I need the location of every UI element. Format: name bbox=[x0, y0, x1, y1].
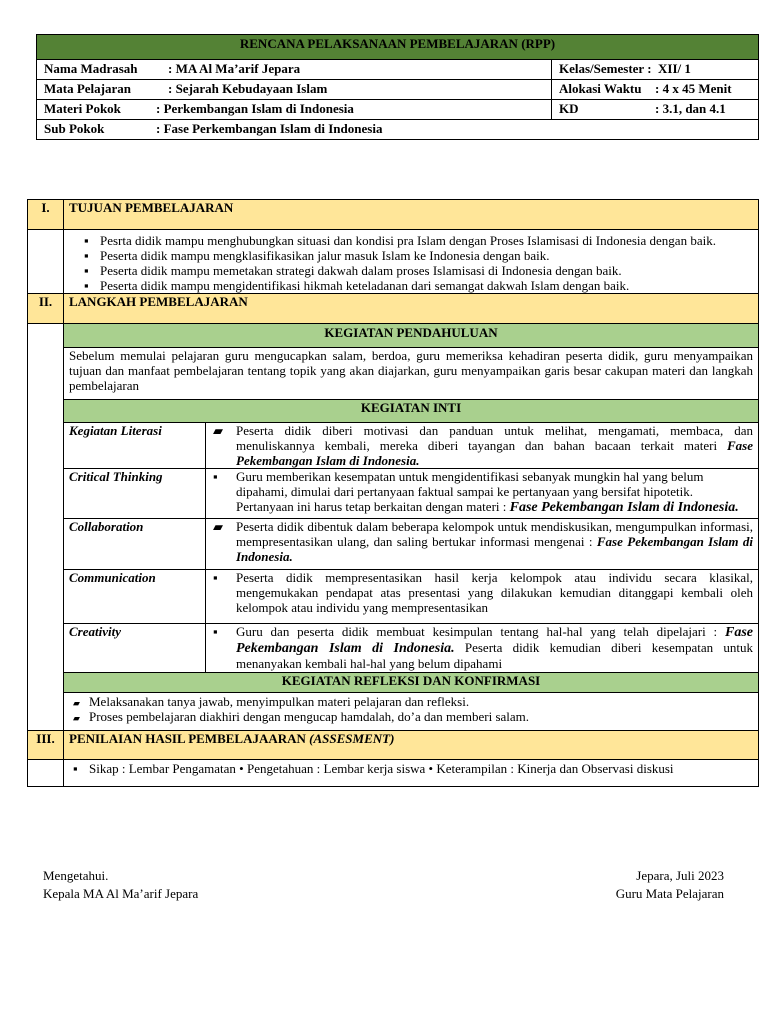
document-title: RENCANA PELAKSANAAN PEMBELAJARAN (RPP) bbox=[37, 35, 759, 60]
section-2-title: LANGKAH PEMBELAJARAN bbox=[64, 294, 759, 324]
sub-pokok-cell bbox=[37, 120, 759, 140]
arrow-bullet-icon: ▰ bbox=[213, 519, 223, 534]
footer-right bbox=[616, 867, 724, 903]
materi-pokok-value: : Perkembangan Islam di Indonesia bbox=[156, 101, 354, 116]
critical-desc bbox=[206, 469, 759, 519]
literasi-text: Peserta didik diberi motivasi dan panduan untuk melihat, mengamati, membaca, dan menuliskannya kembali, mereka diberi tayangan dan bahan bacaan terkait materi bbox=[236, 423, 753, 453]
critical-topic: Fase Pekembangan Islam di Indonesia. bbox=[509, 500, 739, 515]
square-bullet-icon: ▪ bbox=[213, 624, 218, 639]
section-3-spacer bbox=[28, 760, 64, 787]
collaboration-topic: Fase Pekembangan Islam di Indonesia. bbox=[236, 534, 753, 564]
collaboration-label: Collaboration bbox=[64, 519, 206, 570]
critical-label: Critical Thinking bbox=[64, 469, 206, 519]
tujuan-item: ▪ Pesrta didik mampu menghubungkan situasi dan kondisi pra Islam dengan Proses Islamisasi di Indonesia dengan baik. bbox=[100, 233, 753, 248]
date-text: Jepara, Juli 2023 bbox=[636, 868, 724, 883]
communication-label: Communication bbox=[64, 570, 206, 624]
section-3-title-cell bbox=[64, 731, 759, 760]
section-2-spacer bbox=[28, 324, 64, 731]
tujuan-list bbox=[69, 233, 753, 293]
alokasi-waktu-value: : 4 x 45 Menit bbox=[655, 81, 732, 96]
footer-left bbox=[43, 867, 198, 903]
penilaian-item: ▪ Sikap : Lembar Pengamatan • Pengetahuan : Lembar kerja siswa • Keterampilan : Kinerja dan Observasi diskusi bbox=[89, 761, 753, 776]
communication-text: Peserta didik mempresentasikan hasil kerja kelompok atau individu secara klasikal, mengemukakan pendapat atas presentasi yang dilakukan kemudian ditanggapi kembali oleh kelompok atau individu yang mempresentasikan bbox=[236, 570, 753, 615]
tujuan-item: ▪ Peserta didik mampu mengklasifikasikan jalur masuk Islam ke Indonesia dengan baik. bbox=[100, 248, 753, 263]
section-2-number: II. bbox=[28, 294, 64, 324]
materi-pokok-label: Materi Pokok bbox=[44, 101, 121, 116]
kd-value: : 3.1, dan 4.1 bbox=[655, 101, 726, 116]
section-3-title: PENILAIAN HASIL PEMBELAJAARAN bbox=[69, 731, 310, 746]
collaboration-text: Peserta didik dibentuk dalam beberapa kelompok untuk mendiskusikan, mengumpulkan informasi, mempresentasikan ulang, dan saling bertukar informasi mengenai : bbox=[236, 519, 753, 549]
mata-pelajaran-value: : Sejarah Kebudayaan Islam bbox=[168, 81, 328, 96]
mata-pelajaran-cell bbox=[37, 80, 552, 100]
arrow-bullet-icon: ▰ bbox=[213, 423, 223, 438]
creativity-desc bbox=[206, 624, 759, 673]
kepala-text: Kepala MA Al Ma’arif Jepara bbox=[43, 886, 199, 901]
sub-pokok-label: Sub Pokok bbox=[44, 121, 105, 136]
kd-cell bbox=[552, 100, 759, 120]
tujuan-item: ▪ Peserta didik mampu memetakan strategi dakwah dalam proses Islamisasi di Indonesia dengan baik. bbox=[100, 263, 753, 278]
alokasi-waktu-cell bbox=[552, 80, 759, 100]
refleksi-list bbox=[69, 694, 753, 724]
refleksi-item: ▰ Proses pembelajaran diakhiri dengan mengucap hamdalah, do’a dan memberi salam. bbox=[89, 709, 753, 724]
penilaian-list bbox=[69, 761, 753, 776]
square-bullet-icon: ▪ bbox=[213, 570, 218, 585]
creativity-text-2: Peserta didik kemudian diberi kesempatan untuk menanyakan kembali hal-hal yang belum dipahami bbox=[236, 640, 753, 671]
penilaian-cell bbox=[64, 760, 759, 787]
square-bullet-icon: ▪ bbox=[213, 469, 218, 484]
collaboration-desc bbox=[206, 519, 759, 570]
guru-text: Guru Mata Pelajaran bbox=[615, 886, 724, 901]
section-1-number: I. bbox=[28, 200, 64, 230]
tujuan-item: ▪ Peserta didik mampu mengidentifikasi hikmah keteladanan dari semangat dakwah Islam dengan baik. bbox=[100, 278, 753, 293]
rpp-header-table bbox=[36, 34, 759, 140]
sub-pokok-value: : Fase Perkembangan Islam di Indonesia bbox=[156, 121, 383, 136]
literasi-topic: Fase Pekembangan Islam di Indonesia. bbox=[236, 438, 753, 468]
creativity-topic: Fase Pekembangan Islam di Indonesia. bbox=[236, 625, 753, 656]
rpp-main-table bbox=[27, 199, 759, 787]
creativity-text: Guru dan peserta didik membuat kesimpulan tentang hal-hal yang telah dipelajari : bbox=[236, 624, 725, 639]
kd-label: KD bbox=[559, 101, 579, 116]
inti-title: KEGIATAN INTI bbox=[64, 400, 759, 423]
materi-pokok-cell bbox=[37, 100, 552, 120]
refleksi-list-cell bbox=[64, 693, 759, 731]
pendahuluan-title: KEGIATAN PENDAHULUAN bbox=[64, 324, 759, 348]
section-1-title: TUJUAN PEMBELAJARAN bbox=[64, 200, 759, 230]
nama-madrasah-cell bbox=[37, 60, 552, 80]
kelas-semester-value: XII/ 1 bbox=[658, 61, 691, 76]
literasi-desc bbox=[206, 423, 759, 469]
literasi-label: Kegiatan Literasi bbox=[64, 423, 206, 469]
section-1-spacer bbox=[28, 230, 64, 294]
mengetahui-text: Mengetahui. bbox=[43, 868, 109, 883]
alokasi-waktu-label: Alokasi Waktu bbox=[559, 81, 642, 96]
kelas-semester-cell bbox=[552, 60, 759, 80]
nama-madrasah-value: : MA Al Ma’arif Jepara bbox=[168, 61, 301, 76]
tujuan-list-cell bbox=[64, 230, 759, 294]
mata-pelajaran-label: Mata Pelajaran bbox=[44, 81, 132, 96]
kelas-semester-label: Kelas/Semester : bbox=[559, 61, 652, 76]
section-3-title-italic: (ASSESMENT) bbox=[309, 731, 395, 746]
refleksi-item: ▰ Melaksanakan tanya jawab, menyimpulkan materi pelajaran dan refleksi. bbox=[89, 694, 753, 709]
creativity-label: Creativity bbox=[64, 624, 206, 673]
refleksi-title: KEGIATAN REFLEKSI DAN KONFIRMASI bbox=[64, 673, 759, 693]
critical-text: Guru memberikan kesempatan untuk mengidentifikasi sebanyak mungkin hal yang belum dipahami, dimulai dari pertanyaan faktual sampai ke pertanyaan yang bersifat hipotetik. Pertanyaan ini harus tetap berkaitan dengan materi : bbox=[236, 469, 704, 514]
section-3-number: III. bbox=[28, 731, 64, 760]
pendahuluan-text: Sebelum memulai pelajaran guru mengucapkan salam, berdoa, guru memeriksa kehadiran peserta didik, guru menyampaikan tujuan dan manfaat pembelajaran tentang topik yang akan diajarkan, guru menyampaikan garis besar cakupan materi dan langkah pembelajaran bbox=[64, 348, 759, 400]
communication-desc bbox=[206, 570, 759, 624]
nama-madrasah-label: Nama Madrasah bbox=[44, 61, 138, 76]
